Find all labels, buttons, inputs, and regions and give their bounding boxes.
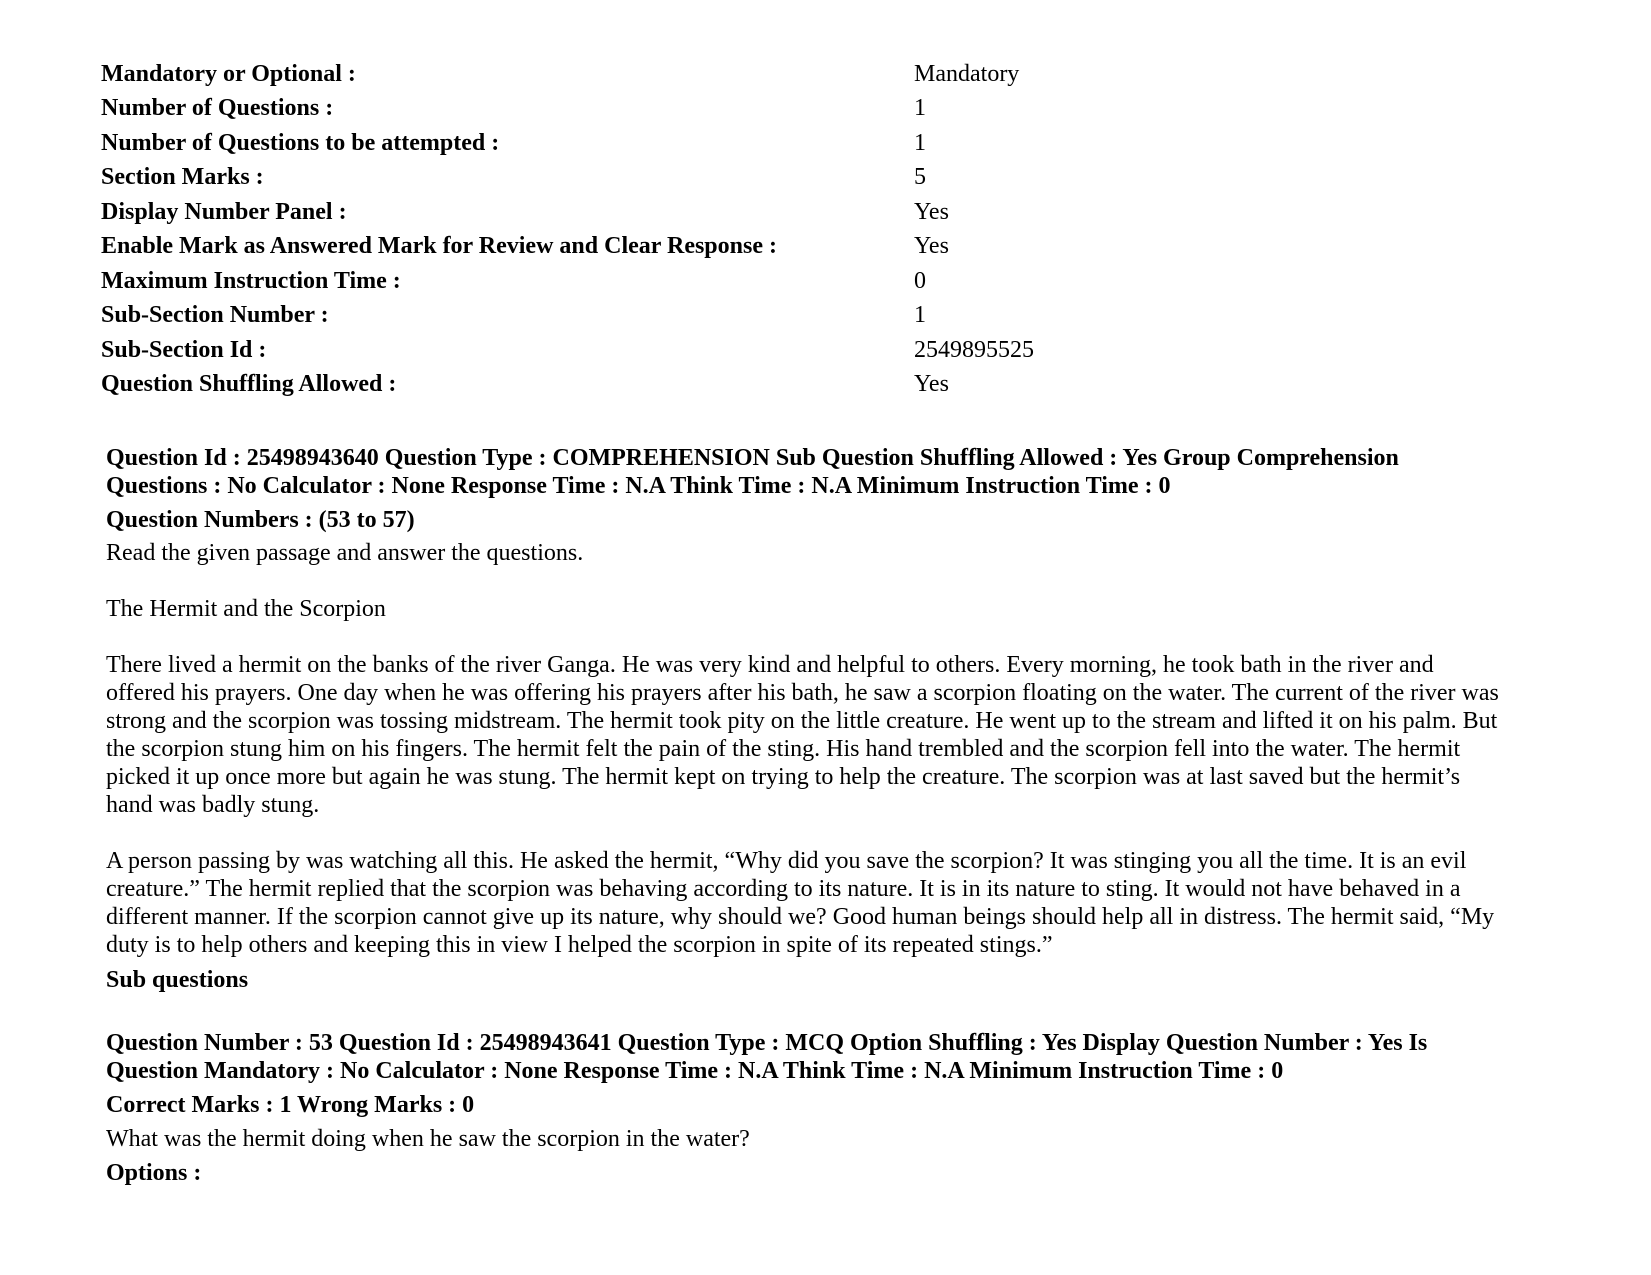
sub-question-header	[106, 1029, 1566, 1085]
passage-title: The Hermit and the Scorpion	[106, 596, 386, 622]
comprehension-header-line: Question Id : 25498943640 Question Type : COMPREHENSION Sub Question Shuffling Allowed : Yes Group Comprehension	[106, 445, 1399, 471]
meta-label: Maximum Instruction Time :	[101, 267, 401, 294]
passage-line: hand was badly stung.	[106, 792, 320, 818]
question-numbers: Question Numbers : (53 to 57)	[106, 507, 415, 533]
meta-label: Enable Mark as Answered Mark for Review and Clear Response :	[101, 233, 777, 260]
meta-row	[101, 230, 1034, 265]
passage-line: different manner. If the scorpion cannot give up its nature, why should we? Good human beings should help all in distress. The hermit said, “My	[106, 904, 1495, 930]
passage-line: strong and the scorpion was tossing midstream. The hermit took pity on the little creature. He went up to the stream and lifted it on his palm. But	[106, 708, 1498, 734]
passage-line: offered his prayers. One day when he was offering his prayers after his bath, he saw a scorpion floating on the water. The current of the river was	[106, 680, 1499, 706]
meta-label: Number of Questions :	[101, 95, 334, 122]
meta-row	[101, 161, 1034, 196]
passage-line: duty is to help others and keeping this in view I helped the scorpion in spite of its repeated stings.”	[106, 932, 1053, 958]
meta-value: Yes	[914, 371, 949, 398]
meta-label: Mandatory or Optional :	[101, 60, 356, 87]
options-label: Options :	[106, 1160, 202, 1186]
passage-line: picked it up once more but again he was stung. The hermit kept on trying to help the creature. The scorpion was at last saved but the hermit’s	[106, 764, 1461, 790]
sub-questions-label: Sub questions	[106, 967, 249, 993]
meta-row	[101, 92, 1034, 127]
meta-value: 1	[914, 129, 926, 156]
meta-row	[101, 195, 1034, 230]
passage-line: creature.” The hermit replied that the scorpion was behaving according to its nature. It is in its nature to sting. It would not have behaved in a	[106, 876, 1461, 902]
meta-label: Sub-Section Id :	[101, 336, 267, 363]
meta-value: 0	[914, 267, 926, 294]
meta-value: Yes	[914, 198, 949, 225]
sub-question-header-line: Question Number : 53 Question Id : 25498943641 Question Type : MCQ Option Shuffling : Yes Display Question Number : Yes Is	[106, 1030, 1428, 1056]
passage-line: A person passing by was watching all this. He asked the hermit, “Why did you save the scorpion? It was stinging you all the time. It is an evil	[106, 848, 1467, 874]
meta-value: Yes	[914, 233, 949, 260]
meta-value: 1	[914, 95, 926, 122]
meta-value: 5	[914, 164, 926, 191]
meta-value: 1	[914, 302, 926, 329]
passage-paragraph-1	[106, 651, 1566, 819]
meta-row	[101, 126, 1034, 161]
marks-info: Correct Marks : 1 Wrong Marks : 0	[106, 1092, 475, 1118]
comprehension-header-line: Questions : No Calculator : None Response Time : N.A Think Time : N.A Minimum Instruction Time : 0	[106, 473, 1171, 499]
meta-row	[101, 57, 1034, 92]
comprehension-header	[106, 444, 1566, 500]
meta-label: Question Shuffling Allowed :	[101, 371, 397, 398]
meta-row	[101, 368, 1034, 403]
section-meta-table	[101, 57, 1034, 402]
meta-label: Sub-Section Number :	[101, 302, 329, 329]
meta-label: Section Marks :	[101, 164, 264, 191]
question-content	[106, 444, 1566, 1187]
meta-row	[101, 333, 1034, 368]
passage-line: the scorpion stung him on his fingers. The hermit felt the pain of the sting. His hand trembled and the scorpion fell into the water. The hermit	[106, 736, 1461, 762]
question-text: What was the hermit doing when he saw the scorpion in the water?	[106, 1126, 750, 1152]
instruction-text: Read the given passage and answer the questions.	[106, 540, 584, 566]
meta-label: Number of Questions to be attempted :	[101, 129, 500, 156]
passage-paragraph-2	[106, 847, 1566, 959]
meta-row	[101, 299, 1034, 334]
sub-question-header-line: Question Mandatory : No Calculator : None Response Time : N.A Think Time : N.A Minimum Instruction Time : 0	[106, 1058, 1284, 1084]
meta-row	[101, 264, 1034, 299]
passage-line: There lived a hermit on the banks of the river Ganga. He was very kind and helpful to others. Every morning, he took bath in the river and	[106, 652, 1434, 678]
meta-value: Mandatory	[914, 60, 1020, 87]
meta-value: 2549895525	[914, 336, 1034, 363]
meta-label: Display Number Panel :	[101, 198, 347, 225]
